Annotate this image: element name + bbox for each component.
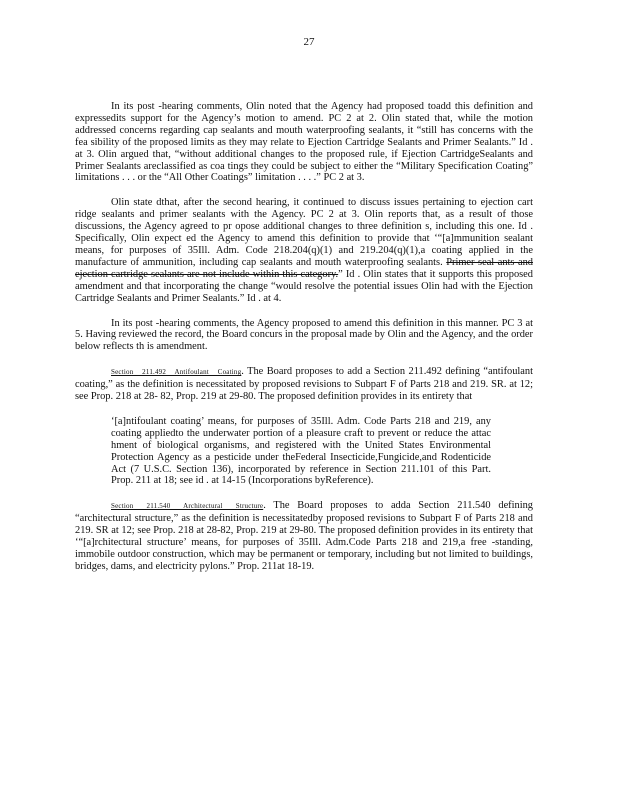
paragraph-text-before-strike: Olin state dthat, after the second hearing, it continued to discuss issues pertaining to ejection cart ridge sealants and primer sealants with the Agency. PC 2 at 3. Olin reports that, as a result of those discussions, the Agency agreed to pr opose additional changes to three definition s, including this one. Id . Specifically, Olin expect ed the Agency to amend this definition to provide that ‘“[a]mmunition sealant means, for purposes of 35Ill. Adm. Code 218.204(q)(1) and 219.204(q)(1),a coating applied in the manufacture of ammunition, including cap sealants and mouth waterproofing sealants. xyxy=(75,197,533,268)
section-architectural-text: . The Board proposes to adda Section 211.540 defining “architectural structure,” as the definition is necessitatedby proposed revisions to Subpart F of Parts 218 and 219. SR at 12; see Prop. 218 at 28-82, Prop. 219 at 29-80. The proposed definition provides in its entirety that ‘“[a]rchitectural structure’ means, for purposes of 35Ill. Adm.Code Parts 218 and 219,a free -standing, immobile outdoor construction, which may be permanent or temporary, including but not limited to buildings, bridges, dams, and electricity pylons.” Prop. 211at 18-19. xyxy=(75,500,533,572)
paragraph-olin-discussions xyxy=(75,197,533,304)
paragraph-text-after-strike: ” Id . Olin states that it supports this proposed amendment and that incorporating the change “would resolve the potential issues Olin had with the Ejection Cartridge Sealants and Primer Sealants.” Id . at 4. xyxy=(75,268,533,304)
section-antifoulant-paragraph xyxy=(75,366,533,403)
paragraph-agency-proposal: In its post -hearing comments, the Agency proposed to amend this definition in this manner. PC 3 at 5. Having reviewed the record, the Board concurs in the proposal made by Olin and the Agency, and the order below reflects th is amendment. xyxy=(75,317,533,353)
page-number: 27 xyxy=(303,36,315,48)
struck-text: Primer seal ants and ejection cartridge sealants are not include within this category. xyxy=(75,256,533,280)
section-antifoulant-text: . The Board proposes to add a Section 211.492 defining “antifoulant coating,” as the definition is necessitated by proposed revisions to Subpart F of Parts 218 and 219. SR. at 12; see Prop. 218 at 28- 82, Prop. 219 at 29-80. The proposed definition provides in its entirety that xyxy=(75,366,533,403)
antifoulant-definition-quote: ‘[a]ntifoulant coating’ means, for purposes of 35Ill. Adm. Code Parts 218 and 219, any coating appliedto the underwater portion of a pleasure craft to prevent or reduce the attac hment of biological organisms, and registered with the United States Environmental Protection Agency as a pesticide under theFederal Insecticide,Fungicide,and Rodenticide Act (7 U.S.C. Section 136), incorporated by reference in Section 211.101 of this Part. Prop. 211 at 18; see id . at 14-15 (Incorporations byReference). xyxy=(111,415,491,487)
document-body xyxy=(75,101,533,586)
paragraph-olin-comments: In its post -hearing comments, Olin noted that the Agency had proposed toadd this definition and expressedits support for the Agency’s motion to amend. PC 2 at 2. Olin stated that, while the motion addressed concerns regarding cap sealants and mouth waterproofing sealants, it “still has concerns with the fea sibility of the proposed limits as they may relate to Ejection Cartridge Sealants and Primer Sealants.” Id . at 3. Olin argued that, “without additional changes to the proposed rule, if Ejection CartridgeSealants and Primer Sealants areclassified as coa tings they could be subject to either the “Military Specification Coating” limitations . . . or the “All Other Coatings” limitation . . . .” PC 2 at 3. xyxy=(75,101,533,184)
section-heading-antifoulant: Section 211.492 Antifoulant Coating xyxy=(111,368,242,377)
section-architectural-paragraph xyxy=(75,500,533,572)
section-heading-architectural: Section 211.540 Architectural Structure xyxy=(111,502,264,511)
